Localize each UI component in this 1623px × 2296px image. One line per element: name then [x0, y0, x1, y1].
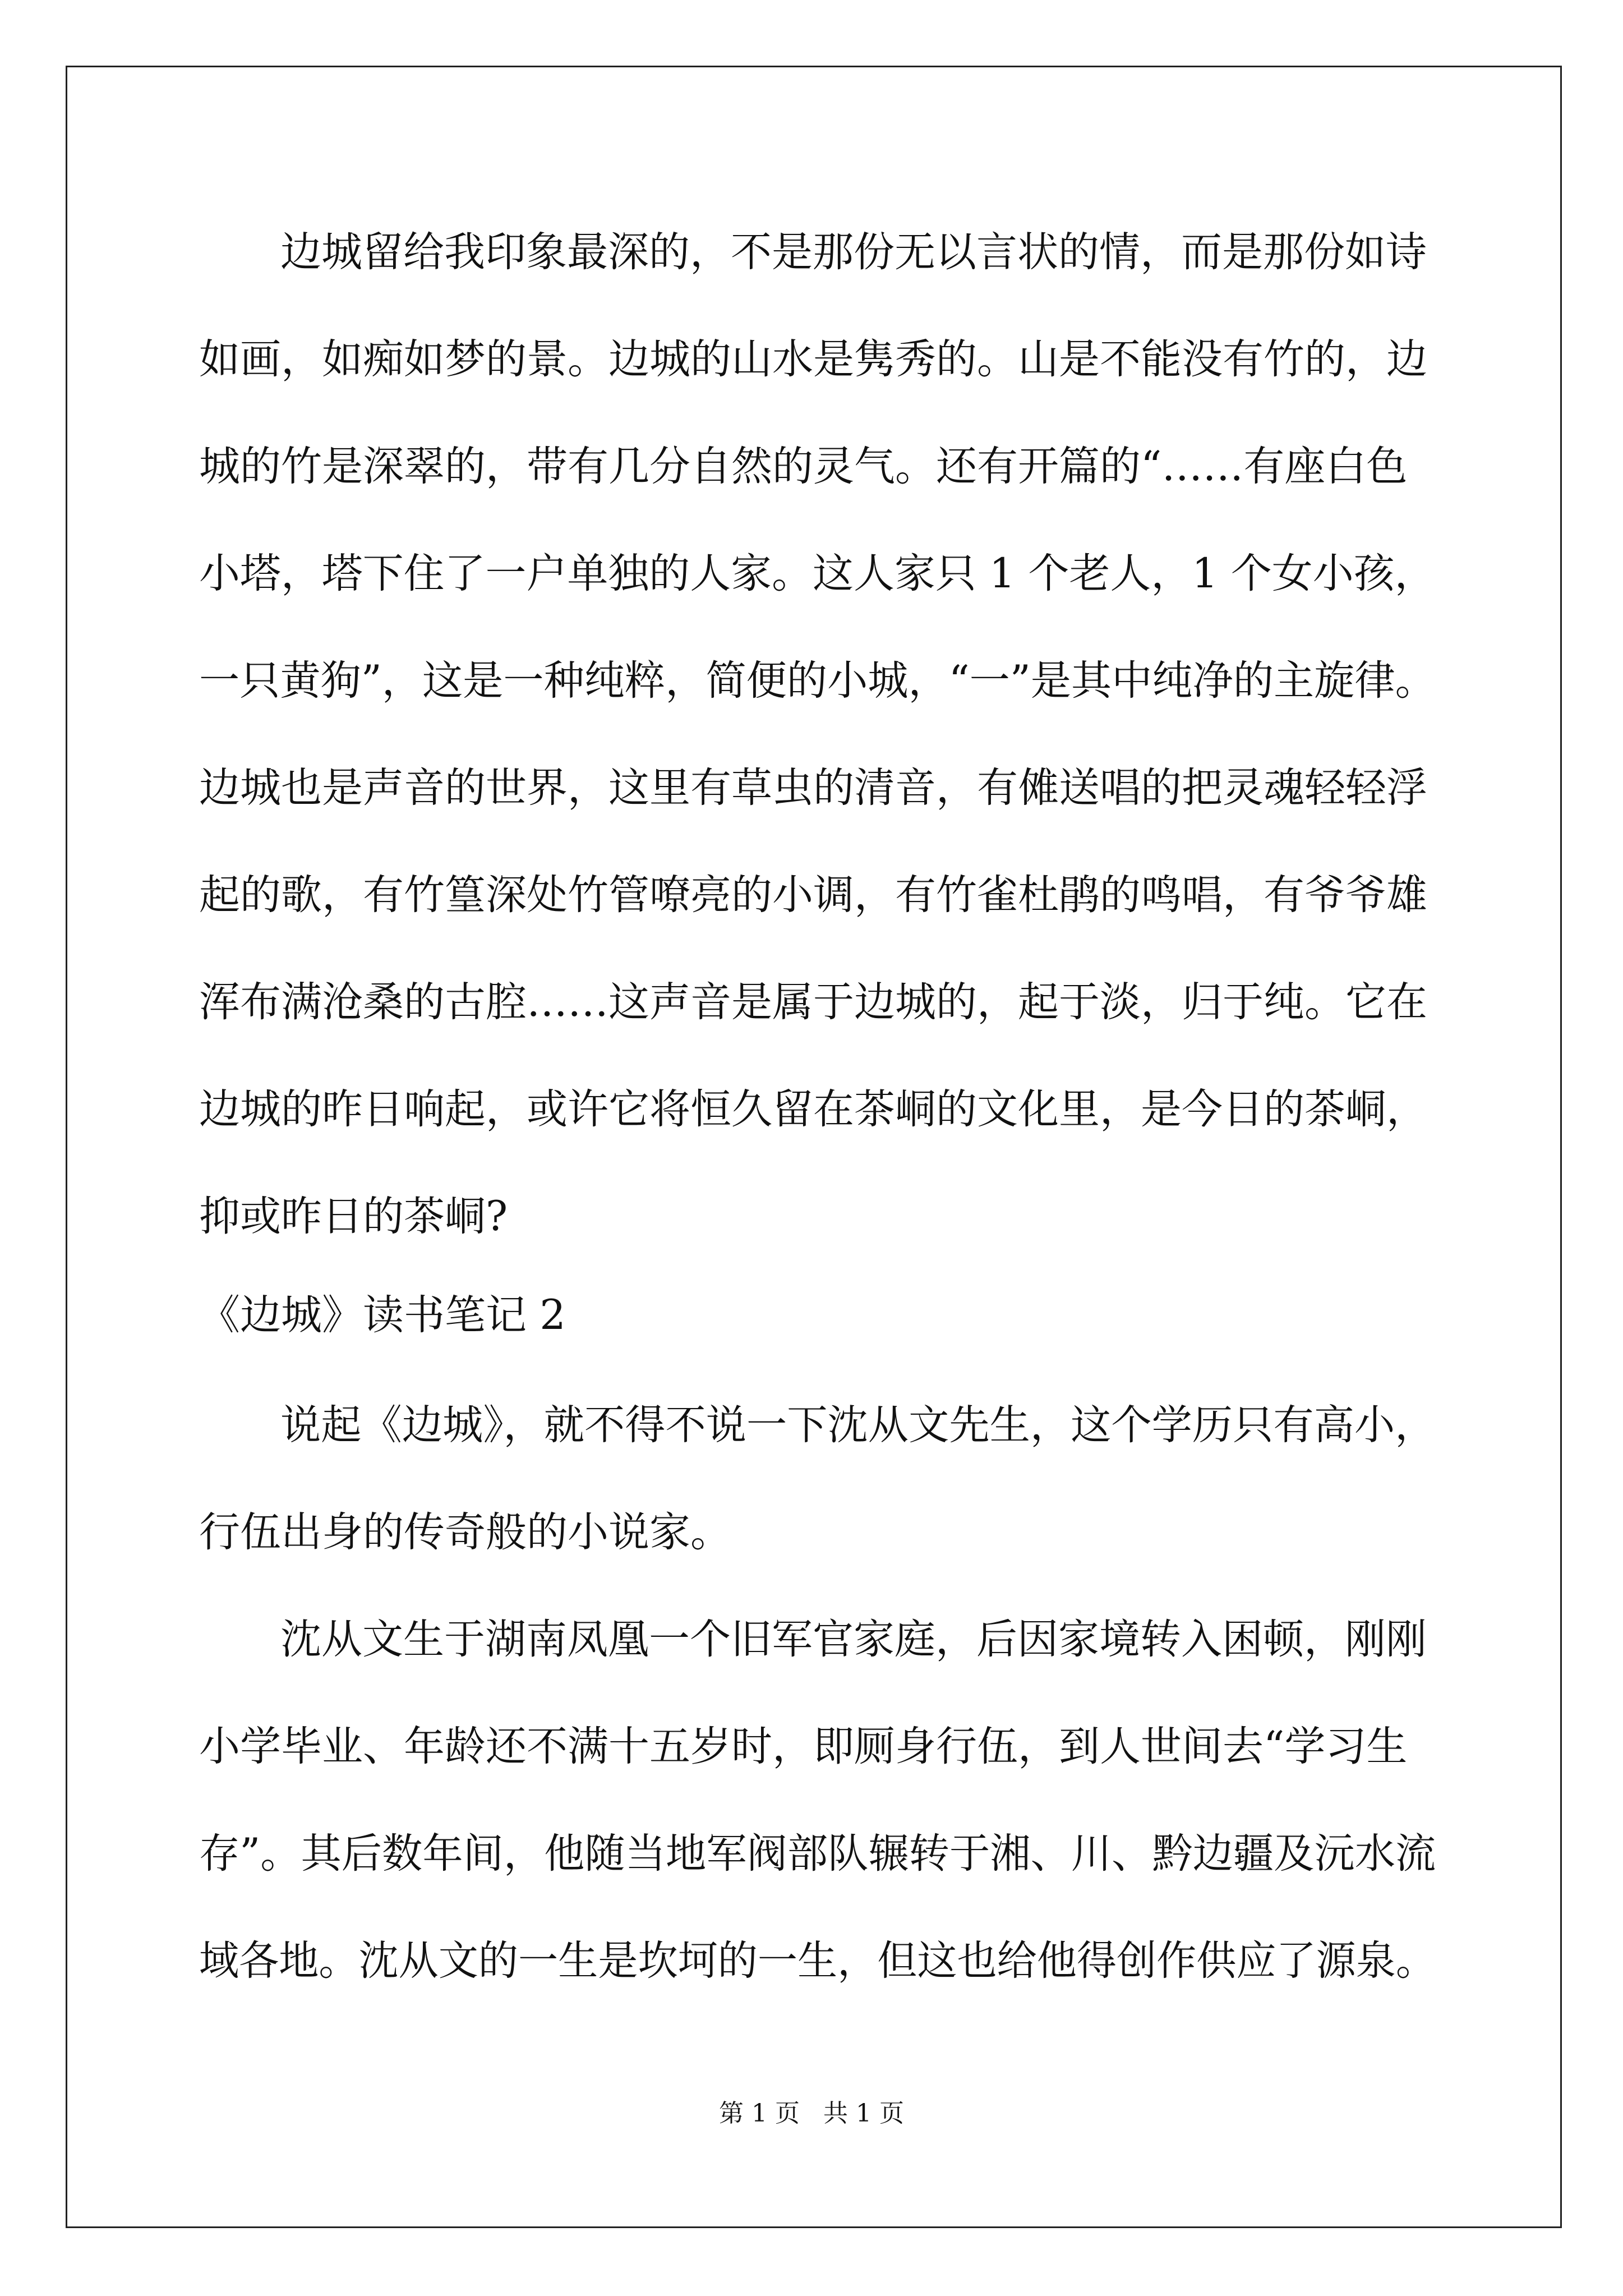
paragraph-1-line-8: 浑布满沧桑的古腔……这声音是属于边城的，起于淡，归于纯。它在 [199, 978, 1427, 1026]
paragraph-3-line-4: 域各地。沈从文的一生是坎坷的一生，但这也给他得创作供应了源泉。 [199, 1937, 1436, 1985]
paragraph-2-line-1: 说起《边城》，就不得不说一下沈从文先生，这个学历只有高小， [280, 1401, 1436, 1449]
paragraph-1-line-6: 边城也是声音的世界，这里有草虫的清音，有傩送唱的把灵魂轻轻浮 [199, 764, 1427, 812]
page-border [66, 66, 1562, 2228]
paragraph-2-line-2: 行伍出身的传奇般的小说家。 [199, 1508, 731, 1556]
paragraph-1-line-3: 城的竹是深翠的，带有几分自然的灵气。还有开篇的“……有座白色 [199, 443, 1408, 490]
section-heading: 《边城》读书笔记 2 [199, 1291, 566, 1339]
paragraph-1-line-4: 小塔，塔下住了一户单独的人家。这人家只 1 个老人，1 个女小孩， [199, 550, 1436, 597]
paragraph-3-line-3: 存”。其后数年间，他随当地军阀部队辗转于湘、川、黔边疆及沅水流 [199, 1830, 1436, 1878]
paragraph-1-line-5: 一只黄狗”，这是一种纯粹，简便的小城，“一”是其中纯净的主旋律。 [199, 657, 1436, 705]
paragraph-3-line-2: 小学毕业、年龄还不满十五岁时，即厕身行伍，到人世间去“学习生 [199, 1723, 1408, 1770]
paragraph-1-line-2: 如画，如痴如梦的景。边城的山水是隽秀的。山是不能没有竹的，边 [199, 335, 1427, 383]
paragraph-1-line-9: 边城的昨日响起，或许它将恒久留在茶峒的文化里，是今日的茶峒， [199, 1085, 1427, 1133]
paragraph-1-line-10: 抑或昨日的茶峒? [199, 1193, 508, 1240]
paragraph-1-line-1: 边城留给我印象最深的，不是那份无以言状的情，而是那份如诗 [280, 228, 1427, 276]
page-footer: 第 1 页 共 1 页 [719, 2099, 904, 2128]
paragraph-1-line-7: 起的歌，有竹篁深处竹管嘹亮的小调，有竹雀杜鹃的鸣唱，有爷爷雄 [199, 871, 1427, 919]
paragraph-3-line-1: 沈从文生于湖南凤凰一个旧军官家庭，后因家境转入困顿，刚刚 [280, 1616, 1427, 1663]
